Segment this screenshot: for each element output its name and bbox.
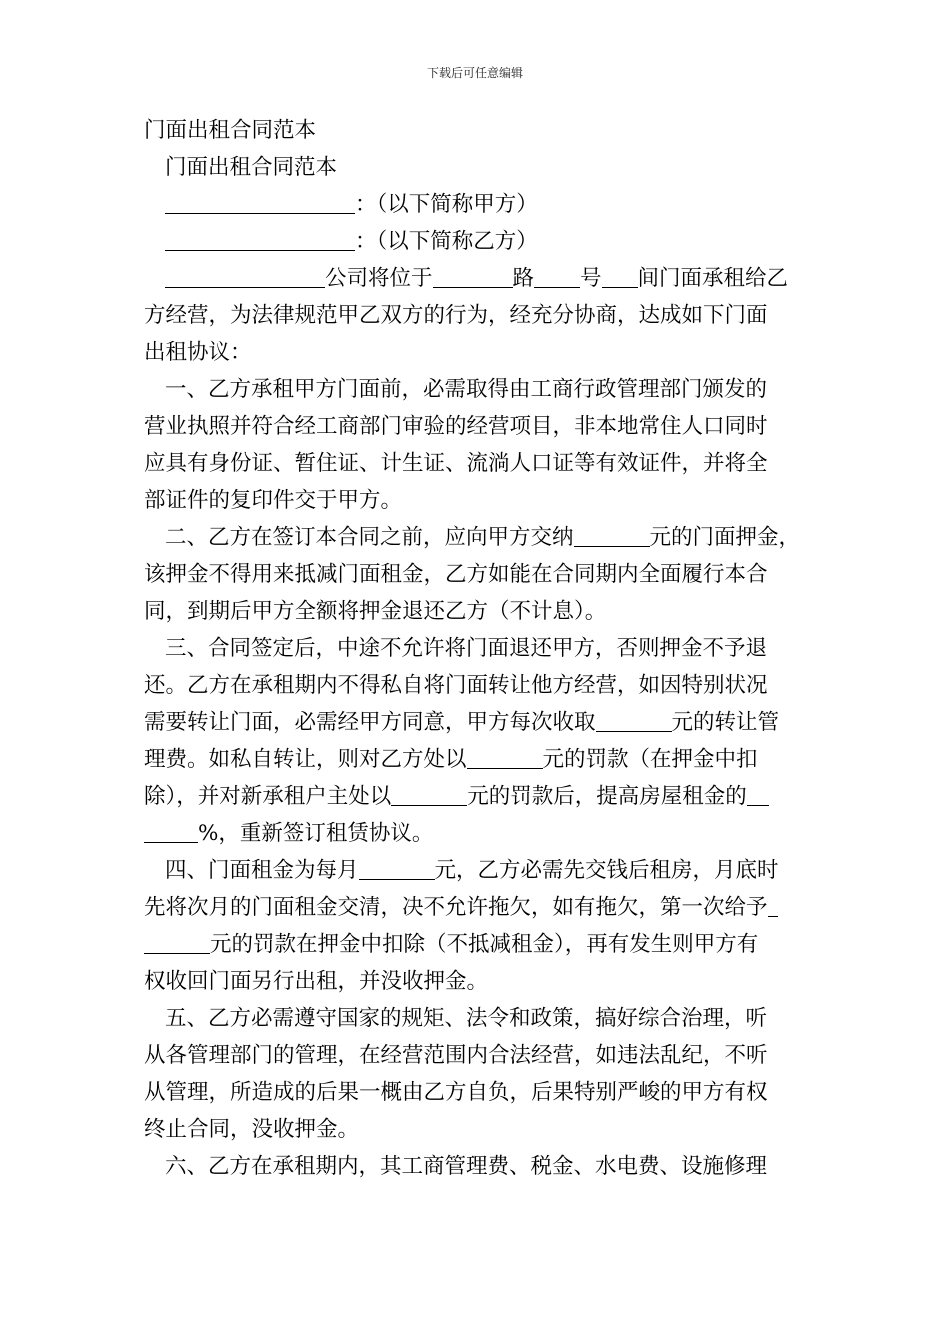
clause3-line (144, 778, 809, 815)
clause-text: 元的罚款（在押金中扣 (542, 747, 758, 772)
clause3-line (144, 704, 809, 741)
clause-text: 先将次月的门面租金交清，决不允许拖欠，如有拖欠，第一次给予 (144, 895, 768, 920)
clause-text: 需要转让门面，必需经甲方同意，甲方每次收取 (144, 710, 596, 735)
number-blank (534, 267, 580, 288)
clause6-line: 六、乙方在承租期内，其工商管理费、税金、水电费、设施修理 (165, 1154, 768, 1179)
clause-text: 元的门面押金， (649, 525, 801, 550)
intro-line-2: 方经营，为法律规范甲乙双方的行为，经充分协商，达成如下门面 (144, 303, 768, 328)
clause1-line: 营业执照并符合经工商部门审验的经营项目，非本地常住人口同时 (144, 414, 768, 439)
clause5-line: 五、乙方必需遵守国家的规矩、法令和政策，搞好综合治理，听 (165, 1006, 768, 1031)
clause-text: 元，乙方必需先交钱后租房，月底时 (434, 858, 779, 883)
tenant-penalty-blank (391, 785, 467, 806)
clause-text: %，重新签订租赁协议。 (198, 821, 434, 846)
clause-text: 元的罚款后，提高房屋租金的 (467, 784, 747, 809)
party-b-label: ：（以下简称乙方） (355, 229, 538, 254)
clause3-line (144, 741, 809, 778)
penalty-blank (467, 748, 543, 769)
clause5-line: 终止合同，没收押金。 (144, 1117, 360, 1142)
clause3-line: 还。乙方在承租期内不得私自将门面转让他方经营，如因特别状况 (144, 673, 768, 698)
late-fine-blank-b (144, 933, 210, 954)
deposit-blank (574, 526, 650, 547)
clause5-line: 从各管理部门的管理，在经营范围内合法经营，如违法乱纪，不听 (144, 1043, 768, 1068)
clause-text: 二、乙方在签订本合同之前，应向甲方交纳 (165, 525, 574, 550)
clause-text: 元的罚款在押金中扣除（不抵减租金），再有发生则甲方有 (210, 932, 759, 957)
clause1-line: 一、乙方承租甲方门面前，必需取得由工商行政管理部门颁发的 (165, 377, 768, 402)
clause2-line: 该押金不得用来抵减门面租金，乙方如能在合同期内全面履行本合 (144, 562, 768, 587)
clause3-line: 三、合同签定后，中途不允许将门面退还甲方，否则押金不予退 (165, 636, 768, 661)
clause-text: 除），并对新承租户主处以 (144, 784, 392, 809)
intro-line-1 (144, 260, 809, 297)
party-a-line (144, 186, 809, 223)
clause1-line: 部证件的复印件交于甲方。 (144, 488, 403, 513)
intro-line-3: 出租协议： (144, 340, 252, 365)
party-a-blank (165, 193, 355, 214)
clause4-line (144, 889, 809, 926)
clause3-line (144, 815, 809, 852)
clause-text: 四、门面租金为每月 (165, 858, 359, 883)
intro-text: 公司将位于 (325, 266, 433, 291)
clause-text: 理费。如私自转让，则对乙方处以 (144, 747, 467, 772)
document-subtitle: 门面出租合同范本 (165, 155, 338, 180)
intro-text: 号 (580, 266, 602, 291)
clause4-line (144, 852, 809, 889)
clause-text: 元的转让管 (671, 710, 780, 735)
clause2-line: 同，到期后甲方全额将押金退还乙方（不计息）。 (144, 599, 607, 624)
monthly-rent-blank (359, 859, 435, 880)
clause4-line (144, 926, 809, 963)
contract-body (144, 112, 809, 1185)
clause1-line: 应具有身份证、暂住证、计生证、流淌人口证等有效证件，并将全 (144, 451, 768, 476)
road-blank (433, 267, 513, 288)
transfer-fee-blank (596, 711, 672, 732)
party-b-line (144, 223, 809, 260)
intro-text: 路 (512, 266, 535, 291)
company-blank (165, 267, 325, 288)
intro-text: 间门面承租给乙 (637, 266, 789, 291)
document-title: 门面出租合同范本 (144, 118, 317, 143)
clause4-line: 权收回门面另行出租，并没收押金。 (144, 969, 489, 994)
page-header: 下载后可任意编辑 (426, 66, 523, 80)
rent-increase-blank-a (747, 785, 769, 806)
party-b-blank (165, 230, 355, 251)
units-blank (602, 267, 638, 288)
party-a-label: ：（以下简称甲方） (355, 192, 538, 217)
rent-increase-blank-b (144, 822, 198, 843)
late-fine-blank-a (768, 896, 778, 917)
clause2-line (144, 519, 809, 556)
clause5-line: 从管理，所造成的后果一概由乙方自负，后果特别严峻的甲方有权 (144, 1080, 768, 1105)
